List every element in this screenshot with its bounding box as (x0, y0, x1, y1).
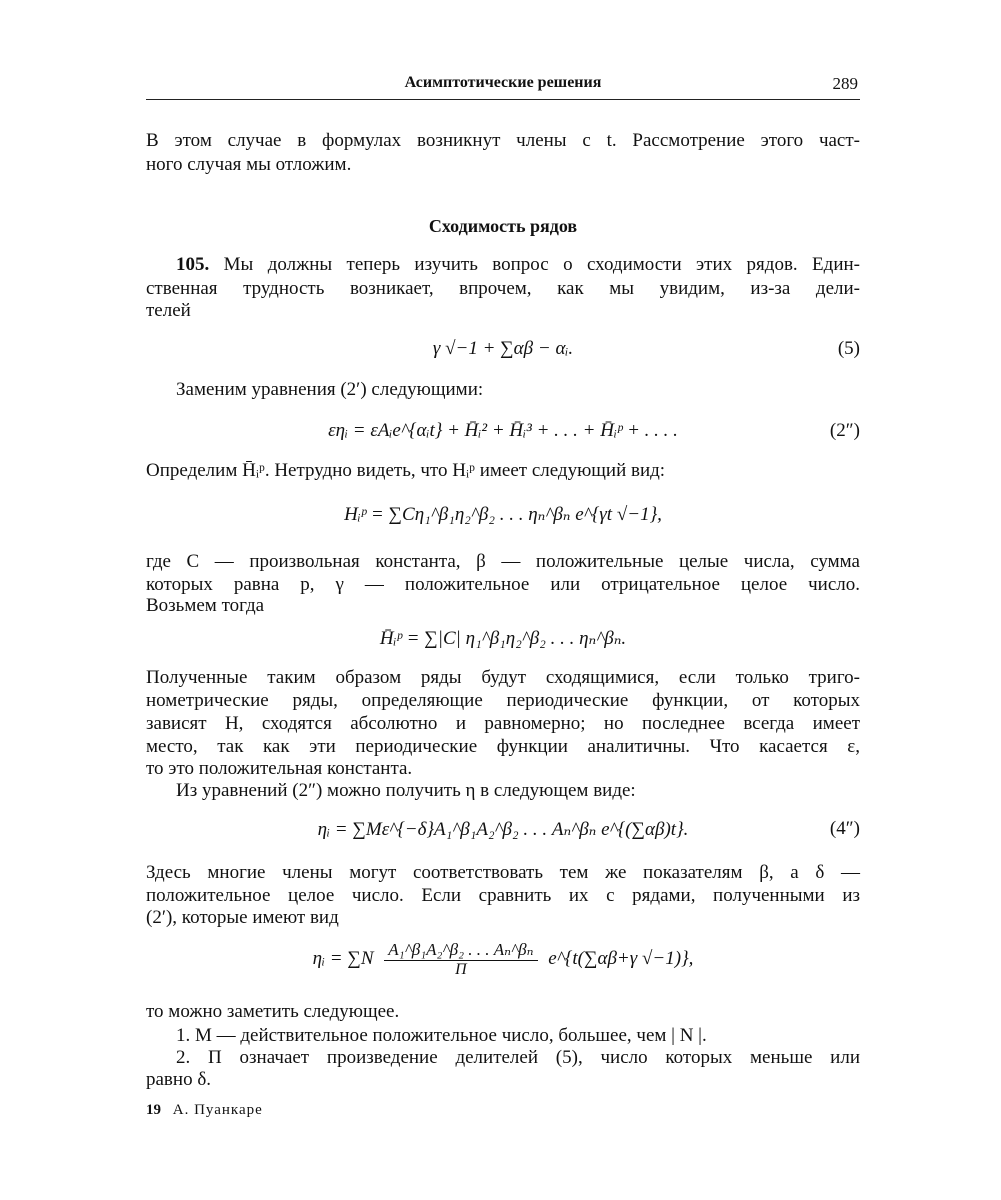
footer-author: А. Пуанкаре (172, 1102, 263, 1118)
running-header (146, 74, 860, 102)
fraction-rhs: e^{t(∑αβ+γ √−1)}, (548, 947, 694, 969)
para8-line2: положительное целое число. Если сравнить их с рядами, полученными из (146, 885, 860, 906)
para4: Определим H̄ᵢᵖ. Нетрудно видеть, что Hᵢᵖ имеет следующий вид: (146, 460, 666, 481)
list-item-2-line2: равно δ. (146, 1069, 212, 1090)
para1-line1: В этом случае в формулах возникнут члены с t. Рассмотрение этого част- (146, 130, 860, 151)
formula-Hp-expression: Hᵢᵖ = ∑Cη₁^β₁η₂^β₂ . . . ηₙ^βₙ e^{γt √−1}, (344, 504, 662, 525)
para6-line3: зависят H, сходятся абсолютно и равномерно; но последнее всегда имеет (146, 713, 860, 734)
para2-line2: ственная трудность возникает, впрочем, как мы увидим, из-за дели- (146, 278, 860, 299)
para2-line1-text: Мы должны теперь изучить вопрос о сходимости этих рядов. Един- (209, 254, 860, 275)
header-rule (146, 99, 860, 100)
formula-Hbar-expression: H̄ᵢᵖ = ∑|C| η₁^β₁η₂^β₂ . . . ηₙ^βₙ. (379, 628, 627, 649)
para8-line1: Здесь многие члены могут соответствовать тем же показателям β, а δ — (146, 862, 860, 883)
formula-Hbar (146, 627, 860, 657)
para8-line3: (2′), которые имеют вид (146, 907, 339, 928)
formula-4pp-expression: ηᵢ = ∑Mε^{−δ}A₁^β₁A₂^β₂ . . . Aₙ^βₙ e^{(∑αβ)t}. (317, 819, 689, 840)
fraction (384, 940, 537, 979)
para9: то можно заметить следующее. (146, 1001, 400, 1022)
para3: Заменим уравнения (2′) следующими: (176, 379, 484, 400)
para6-line1: Полученные таким образом ряды будут сходящимися, если только триго- (146, 667, 860, 688)
para5-line1: где C — произвольная константа, β — положительные целые числа, сумма (146, 551, 860, 572)
formula-2pp-expression: εηᵢ = εAᵢe^{αᵢt} + H̄ᵢ² + H̄ᵢ³ + . . . + H̄ᵢᵖ + . . . . (328, 420, 678, 441)
para6-line5: то это положительная константа. (146, 758, 413, 779)
para6-line2: нометрические ряды, определяющие периодические функции, от которых (146, 690, 860, 711)
para7: Из уравнений (2″) можно получить η в следующем виде: (176, 780, 636, 801)
para1-line2: ного случая мы отложим. (146, 154, 352, 175)
fraction-denominator: Π (455, 961, 467, 978)
para5-line2: которых равна p, γ — положительное или отрицательное целое число. (146, 574, 860, 595)
formula-5 (146, 338, 860, 368)
formula-2pp-number: (2″) (829, 420, 860, 441)
formula-4pp-number: (4″) (829, 818, 860, 839)
formula-2pp (146, 420, 860, 450)
paragraph-number: 105. (176, 254, 210, 275)
fraction-numerator: A₁^β₁A₂^β₂ . . . Aₙ^βₙ (384, 940, 537, 961)
footer (146, 1102, 263, 1119)
para2-line1 (146, 253, 860, 277)
para2-line3: телей (146, 300, 191, 321)
list-item-2-line1: 2. Π означает произведение делителей (5), число которых меньше или (176, 1047, 860, 1068)
formula-5-expression: γ √−1 + ∑αβ − αᵢ. (432, 338, 574, 359)
signature-mark: 19 (146, 1102, 161, 1118)
running-title: Асимптотические решения (404, 74, 602, 91)
para6-line4: место, так как эти периодические функции аналитичны. Что касается ε, (146, 736, 860, 757)
fraction-lhs: ηᵢ = ∑N (312, 947, 374, 969)
formula-Hp (146, 503, 860, 533)
formula-5-number: (5) (837, 338, 860, 359)
formula-fraction (146, 940, 860, 990)
formula-4pp (146, 818, 860, 848)
para5-line3: Возьмем тогда (146, 595, 265, 616)
list-item-1: 1. M — действительное положительное число, большее, чем | N |. (176, 1025, 707, 1046)
page-number: 289 (832, 74, 858, 93)
section-title: Сходимость рядов (428, 216, 578, 236)
